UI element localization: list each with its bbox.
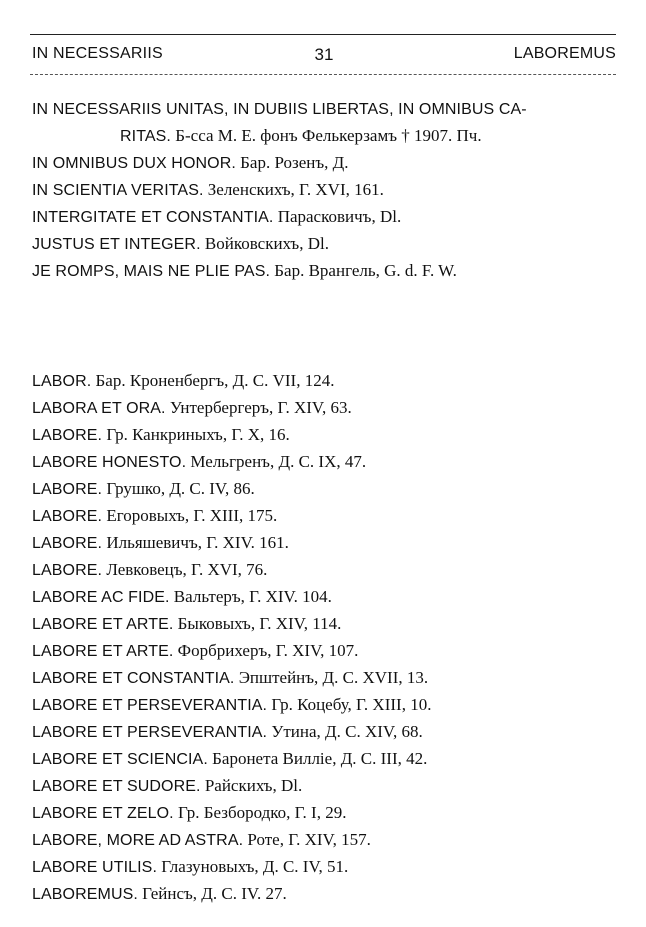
- motto-text: LABORE HONESTO.: [32, 454, 187, 471]
- motto-reference: Б-сса М. Е. фонъ Фелькерзамъ † 1907. Пч.: [175, 126, 482, 145]
- motto-entry: [32, 177, 616, 204]
- motto-entry: [32, 449, 616, 476]
- motto-reference: Эпштейнъ, Д. С. XVII, 13.: [238, 668, 429, 687]
- motto-reference: Ильяшевичъ, Г. XIV. 161.: [106, 533, 289, 552]
- motto-entry: [32, 258, 616, 285]
- motto-reference: Бар. Кроненбергъ, Д. С. VII, 124.: [95, 371, 335, 390]
- motto-text: LABOREMUS.: [32, 886, 138, 903]
- motto-entry: [32, 611, 616, 638]
- motto-entry-continuation: [32, 123, 616, 150]
- motto-reference: Утина, Д. С. XIV, 68.: [271, 722, 423, 741]
- motto-text: INTERGITATE ET CONSTANTIA.: [32, 209, 274, 226]
- motto-entry: [32, 584, 616, 611]
- motto-entry: [32, 773, 616, 800]
- motto-text: IN SCIENTIA VERITAS.: [32, 182, 204, 199]
- motto-entry: [32, 746, 616, 773]
- motto-text: LABORE ET ZELO.: [32, 805, 174, 822]
- motto-reference: Мельгренъ, Д. С. IX, 47.: [190, 452, 367, 471]
- motto-list-group-1: [32, 96, 616, 285]
- header-top-rule: [30, 34, 616, 35]
- motto-text: LABORE.: [32, 427, 103, 444]
- motto-entry: [32, 368, 616, 395]
- motto-text: LABORE ET ARTE.: [32, 616, 174, 633]
- motto-text: RITAS.: [120, 128, 171, 145]
- motto-entry: [32, 800, 616, 827]
- motto-entry: [32, 638, 616, 665]
- motto-reference: Гейнсъ, Д. С. IV. 27.: [142, 884, 287, 903]
- motto-entry: [32, 476, 616, 503]
- motto-reference: Унтербергеръ, Г. XIV, 63.: [169, 398, 352, 417]
- motto-entry: [32, 854, 616, 881]
- motto-reference: Роте, Г. XIV, 157.: [247, 830, 371, 849]
- motto-entry: [32, 395, 616, 422]
- header-left-text: IN NECESSARIIS: [32, 45, 163, 62]
- motto-text: LABORE.: [32, 562, 103, 579]
- motto-reference: Левковецъ, Г. XVI, 76.: [106, 560, 268, 579]
- motto-entry: [32, 503, 616, 530]
- motto-text: LABOR.: [32, 373, 92, 390]
- motto-reference: Гр. Безбородко, Г. I, 29.: [177, 803, 347, 822]
- motto-reference: Райскихъ, Dl.: [204, 776, 303, 795]
- motto-reference: Егоровыхъ, Г. XIII, 175.: [106, 506, 278, 525]
- motto-entry: [32, 719, 616, 746]
- motto-entry: [32, 692, 616, 719]
- motto-text: JUSTUS ET INTEGER.: [32, 236, 201, 253]
- motto-text: LABORE.: [32, 535, 103, 552]
- motto-reference: Грушко, Д. С. IV, 86.: [106, 479, 255, 498]
- motto-reference: Быковыхъ, Г. XIV, 114.: [177, 614, 342, 633]
- motto-text: LABORE.: [32, 508, 103, 525]
- motto-entry: [32, 827, 616, 854]
- motto-text: LABORE.: [32, 481, 103, 498]
- motto-text: LABORE ET SCIENCIA.: [32, 751, 208, 768]
- header-bottom-rule: [30, 74, 616, 75]
- motto-entry: [32, 530, 616, 557]
- running-header: [32, 45, 616, 69]
- motto-entry: [32, 204, 616, 231]
- motto-reference: Зеленскихъ, Г. XVI, 161.: [207, 180, 384, 199]
- motto-entry: [32, 96, 616, 123]
- motto-text: JE ROMPS, MAIS NE PLIE PAS.: [32, 263, 271, 280]
- motto-reference: Войковскихъ, Dl.: [204, 234, 329, 253]
- motto-reference: Парасковичъ, Dl.: [277, 207, 402, 226]
- motto-reference: Гр. Канкриныхъ, Г. X, 16.: [106, 425, 290, 444]
- motto-entry: [32, 231, 616, 258]
- motto-text: LABORA ET ORA.: [32, 400, 166, 417]
- motto-text: LABORE ET PERSEVERANTIA.: [32, 724, 268, 741]
- motto-text: LABORE ET SUDORE.: [32, 778, 201, 795]
- motto-reference: Бар. Розенъ, Д.: [240, 153, 349, 172]
- motto-reference: Баронета Виллiе, Д. С. III, 42.: [212, 749, 428, 768]
- page-number: 31: [314, 45, 334, 64]
- motto-text: LABORE ET CONSTANTIA.: [32, 670, 235, 687]
- motto-entry: [32, 557, 616, 584]
- motto-text: IN OMNIBUS DUX HONOR.: [32, 155, 236, 172]
- motto-entry: [32, 881, 616, 908]
- motto-reference: Вальтеръ, Г. XIV. 104.: [173, 587, 332, 606]
- motto-text: LABORE ET PERSEVERANTIA.: [32, 697, 268, 714]
- motto-reference: Глазуновыхъ, Д. С. IV, 51.: [161, 857, 349, 876]
- motto-reference: Гр. Коцебу, Г. XIII, 10.: [271, 695, 432, 714]
- motto-entry: [32, 150, 616, 177]
- motto-reference: Форбрихеръ, Г. XIV, 107.: [177, 641, 359, 660]
- motto-reference: Бар. Врангель, G. d. F. W.: [274, 261, 457, 280]
- motto-text: LABORE ET ARTE.: [32, 643, 174, 660]
- motto-text: LABORE, MORE AD ASTRA.: [32, 832, 244, 849]
- motto-text: LABORE AC FIDE.: [32, 589, 170, 606]
- header-right-text: LABOREMUS: [513, 45, 616, 62]
- motto-list-group-2: [32, 368, 616, 908]
- motto-entry: [32, 422, 616, 449]
- motto-text: IN NECESSARIIS UNITAS, IN DUBIIS LIBERTAS, IN OMNIBUS CA-: [32, 101, 527, 118]
- motto-text: LABORE UTILIS.: [32, 859, 157, 876]
- motto-entry: [32, 665, 616, 692]
